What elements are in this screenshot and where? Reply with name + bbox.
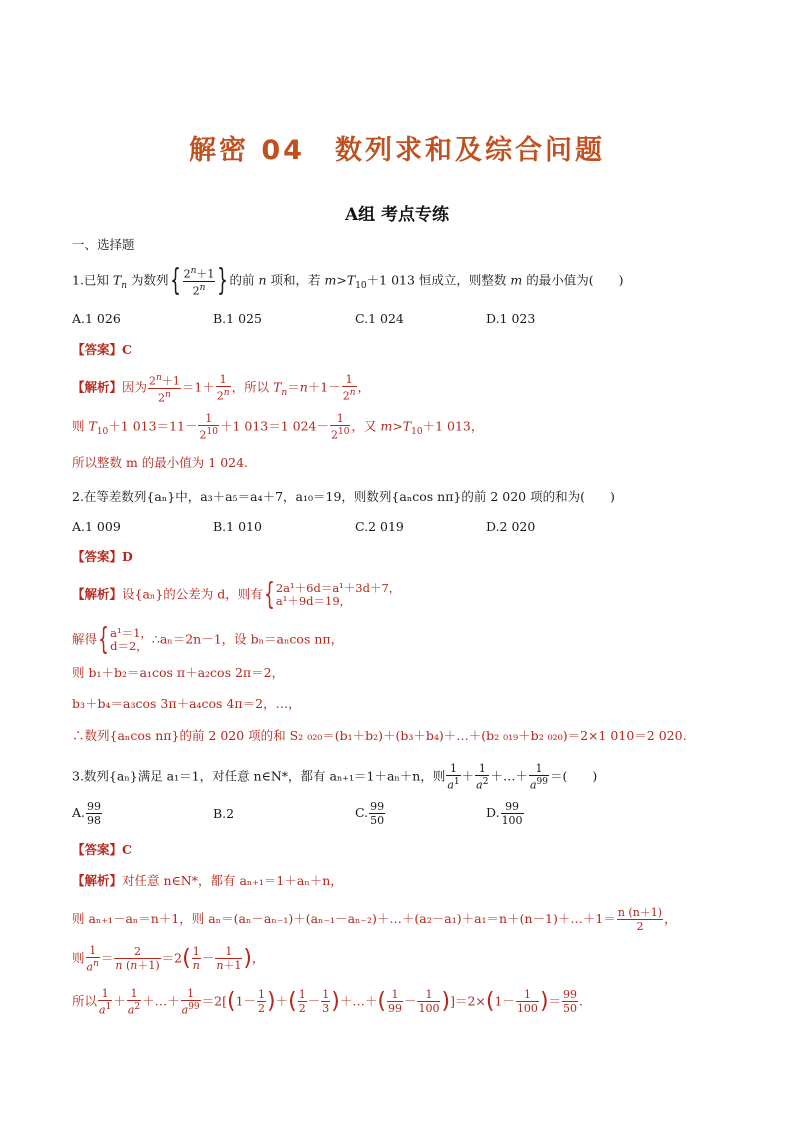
- q3-option-a: A. $\frac{99}{98}$: [72, 800, 102, 827]
- q3-option-c: C. $\frac{99}{50}$: [355, 800, 385, 827]
- q2-analysis-line-4: b₃＋b₄＝a₃cos 3π＋a₄cos 4π＝2，…，: [72, 696, 301, 711]
- q3-analysis-line-1: 【解析】对任意 n∈N*，都有 aₙ₊₁＝1＋aₙ＋n，: [72, 873, 343, 888]
- question-3-stem: 3.数列{aₙ}满足 a₁＝1，对任意 n∈N*，都有 aₙ₊₁＝1＋aₙ＋n，则 $\frac{1}{a^1}$ ＋ $\frac{1}{a^2}$ ＋…＋ $\frac{1}{a^{99}}$ ＝( ): [72, 762, 598, 792]
- q3-option-d: D. $\frac{99}{100}$: [486, 800, 523, 827]
- page-title: 解密 04 数列求和及综合问题: [189, 135, 605, 166]
- q3-option-b: B.2: [213, 806, 235, 821]
- question-2-stem: 2.在等差数列{aₙ}中，a₃＋a₅＝a₄＋7，a₁₀＝19，则数列{aₙcos nπ}的前 2 020 项的和为( ): [72, 489, 615, 504]
- q2-option-c: C.2 019: [355, 519, 404, 534]
- q1-answer: 【答案】C: [72, 342, 132, 357]
- q1-option-a: A.1 026: [72, 311, 121, 326]
- q2-option-a: A.1 009: [72, 519, 121, 534]
- q2-analysis-line-5: ∴数列{aₙcos nπ}的前 2 020 项的和 S₂ ₀₂₀＝(b₁＋b₂)＋(b₃＋b₄)＋…＋(b₂ ₀₁₉＋b₂ ₀₂₀)＝2×1 010＝2 020.: [72, 728, 687, 743]
- q2-answer: 【答案】D: [72, 549, 133, 564]
- q1-option-c: C.1 024: [355, 311, 404, 326]
- q2-analysis-line-3: 则 b₁＋b₂＝a₁cos π＋a₂cos 2π＝2，: [72, 665, 285, 680]
- question-1-stem: 1.已知 $T_n$ 为数列{ $\frac{2^n+1}{2^n}$ }的前 n 项和，若 $m>T_{10}+1$ 013 恒成立，则整数 m 的最小值为( ): [72, 263, 624, 299]
- q3-answer: 【答案】C: [72, 842, 132, 857]
- q2-analysis-line-2: 解得{ a¹＝1， d＝2， ∴aₙ＝2n－1，设 bₙ＝aₙcos nπ，: [72, 622, 344, 657]
- q3-analysis-line-3: 则 $\frac{1}{a^n}$ ＝ $\frac{2}{n (n+1)}$ ＝2( $\frac{1}{n}$ － $\frac{1}{n+1}$ )，: [72, 944, 265, 974]
- q1-analysis-line-2: 则 $T_{10}+1$ 013＝11－ $\frac{1}{2^{10}}$ ＋1 013＝1 024－ $\frac{1}{2^{10}}$ ，又 $m>T_{10}+1$ 013，: [72, 412, 484, 442]
- q1-analysis-line-3: 所以整数 m 的最小值为 1 024.: [72, 455, 249, 470]
- q2-option-b: B.1 010: [213, 519, 262, 534]
- q1-option-b: B.1 025: [213, 311, 262, 326]
- q3-analysis-line-2: 则 aₙ₊₁－aₙ＝n＋1，则 aₙ＝(aₙ－aₙ₋₁)＋(aₙ₋₁－aₙ₋₂)＋…＋(a₂－a₁)＋a₁＝n＋(n－1)＋…＋1＝ $\frac{n (n+1)}{2}$ ，: [72, 906, 677, 933]
- q2-option-d: D.2 020: [486, 519, 536, 534]
- q1-option-d: D.1 023: [486, 311, 536, 326]
- q1-analysis-line-1: 【解析】因为 $\frac{2^n+1}{2^n}$ ＝1＋ $\frac{1}{2^n}$ ，所以 $T_n=n+1-$ $\frac{1}{2^n}$ ，: [72, 373, 371, 405]
- q3-analysis-line-4: 所以 $\frac{1}{a^1}$ ＋ $\frac{1}{a^2}$ ＋…＋ $\frac{1}{a^{99}}$ ＝2[(1－ $\frac{1}{2}$ )＋( $\frac{1}{2}$ － $\frac{1}{3}$ )＋…＋( $\frac{1}{99}$ － $\frac{1}{100}$ )]＝2×(1－ $\frac{1}{100}$ )＝ $\frac{99}{50}$ .: [72, 987, 584, 1017]
- q2-analysis-line-1: 【解析】设{aₙ}的公差为 d，则有{ 2a¹＋6d＝a¹＋3d＋7， a¹＋9d＝19，: [72, 577, 401, 612]
- section-heading: 一、选择题: [72, 237, 135, 252]
- group-heading: A组 考点专练: [344, 205, 450, 225]
